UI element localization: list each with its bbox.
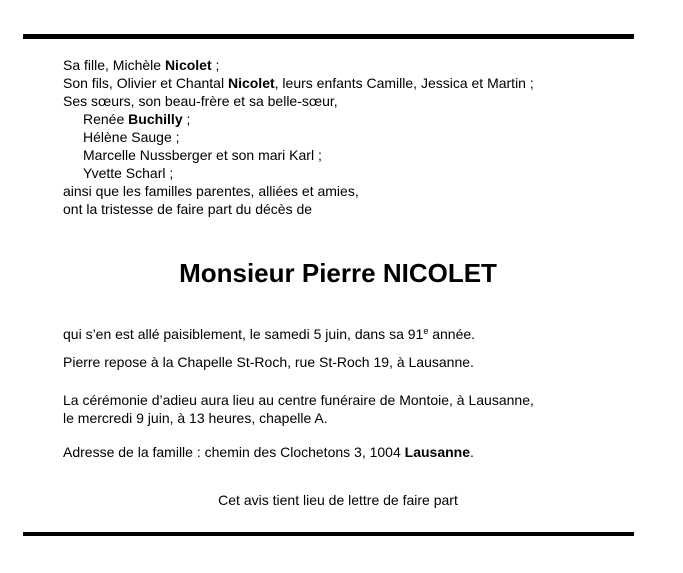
bold-name-text: Nicolet: [227, 75, 275, 91]
text-segment: Hélène Sauge ;: [83, 129, 180, 145]
bold-name-text: Nicolet: [164, 57, 212, 73]
text-segment: Ses sœurs, son beau-frère et sa belle-sœur,: [63, 93, 338, 109]
paragraph-repose-location: [63, 353, 613, 371]
text-line: [63, 353, 613, 371]
text-segment: ;: [182, 111, 191, 127]
text-line: [63, 146, 613, 164]
bold-name-text: Lausanne: [404, 444, 470, 460]
text-segment: Yvette Scharl ;: [83, 165, 174, 181]
text-segment: qui s’en est allé paisiblement, le samedi 5 juin, dans sa 91: [63, 326, 424, 342]
text-segment: Sa fille, Michèle: [63, 57, 165, 73]
text-line: [63, 443, 613, 461]
paragraph-ceremony-details: [63, 391, 613, 427]
text-line: [63, 391, 613, 409]
text-segment: Pierre repose à la Chapelle St-Roch, rue St-Roch 19, à Lausanne.: [63, 354, 474, 370]
text-segment: ainsi que les familles parentes, alliées et amies,: [63, 183, 359, 199]
text-line: [63, 182, 613, 200]
text-line: [63, 92, 613, 110]
text-line: [63, 322, 613, 343]
text-segment: le mercredi 9 juin, à 13 heures, chapelle A.: [63, 410, 328, 426]
paragraph-family-address: [63, 443, 613, 461]
text-line: [63, 56, 613, 74]
text-line: [63, 74, 613, 92]
deceased-name-title: Monsieur Pierre NICOLET: [179, 258, 497, 288]
text-segment: .: [470, 444, 474, 460]
text-segment: Son fils, Olivier et Chantal: [63, 75, 228, 91]
text-segment: Marcelle Nussberger et son mari Karl ;: [83, 147, 322, 163]
text-segment: Renée: [83, 111, 129, 127]
text-segment: La cérémonie d’adieu aura lieu au centre funéraire de Montoie, à Lausanne,: [63, 392, 534, 408]
text-segment: e: [423, 326, 429, 336]
text-segment: , leurs enfants Camille, Jessica et Martin ;: [274, 75, 534, 91]
bold-name-text: Buchilly: [128, 111, 183, 127]
text-line: [63, 128, 613, 146]
text-segment: année.: [428, 326, 476, 342]
text-line: [63, 200, 613, 218]
text-segment: Adresse de la famille : chemin des Clochetons 3, 1004: [63, 444, 405, 460]
top-rule: [23, 34, 634, 39]
text-segment: ;: [211, 57, 220, 73]
text-segment: ont la tristesse de faire part du décès de: [63, 201, 313, 217]
family-relatives-block: [63, 56, 613, 218]
closing-line: Cet avis tient lieu de lettre de faire part: [218, 492, 458, 508]
text-line: [63, 409, 613, 427]
bottom-rule: [23, 532, 634, 536]
paragraph-death-announcement: [63, 322, 613, 343]
text-line: [63, 110, 613, 128]
text-line: [63, 164, 613, 182]
